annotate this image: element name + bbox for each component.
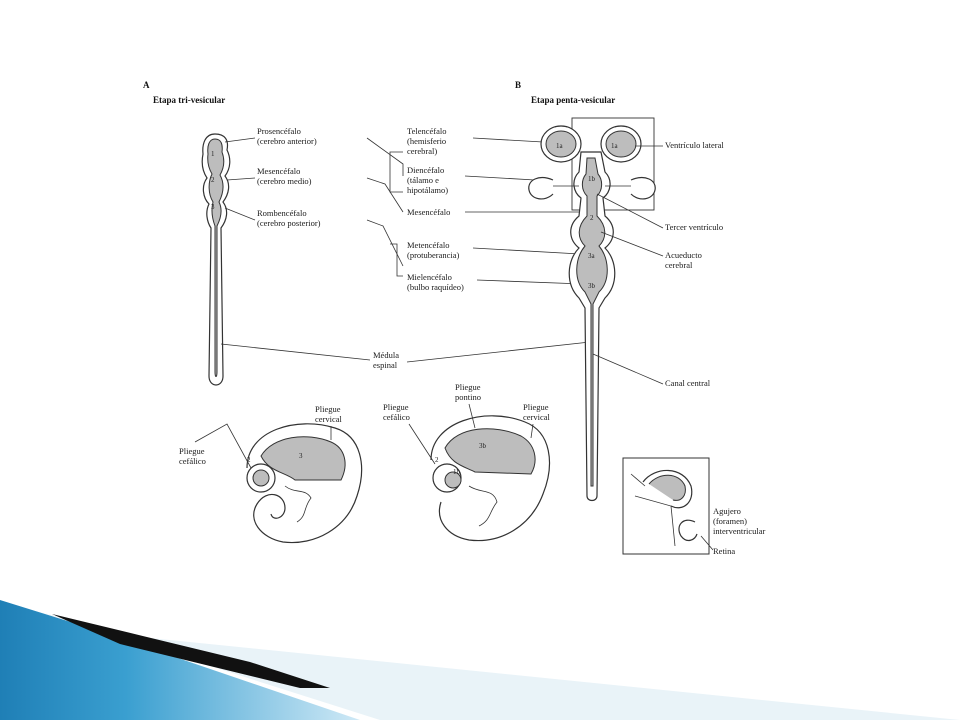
label-pliegue-cervical-a-2: cervical bbox=[315, 414, 342, 424]
label-telencefalo-2: (hemisferio bbox=[407, 136, 447, 146]
label-prosencefalo-sub: (cerebro anterior) bbox=[257, 136, 317, 146]
label-rombencefalo: Rombencéfalo bbox=[257, 208, 307, 218]
panel-a-letter: A bbox=[143, 80, 150, 90]
num-2-right: 2 bbox=[435, 456, 439, 464]
panel-b-letter: B bbox=[515, 80, 522, 90]
label-acueducto-2: cerebral bbox=[665, 260, 693, 270]
label-metencefalo-2: (protuberancia) bbox=[407, 250, 460, 260]
num-2-a: 2 bbox=[211, 176, 215, 184]
label-medula: Médula bbox=[373, 350, 399, 360]
label-pliegue-cervical-b-2: cervical bbox=[523, 412, 550, 422]
panel-b-title: Etapa penta-vesicular bbox=[531, 95, 616, 105]
num-2-b: 2 bbox=[590, 214, 594, 222]
embryo-left bbox=[247, 424, 362, 543]
label-agujero-2: (foramen) bbox=[713, 516, 747, 526]
num-3b: 3b bbox=[588, 282, 595, 290]
label-mesencefalo-a-sub: (cerebro medio) bbox=[257, 176, 312, 186]
diagram-svg bbox=[135, 76, 810, 563]
num-3-a: 3 bbox=[211, 203, 215, 211]
label-diencefalo-3: hipotálamo) bbox=[407, 185, 449, 195]
label-pliegue-pontino: Pliegue bbox=[455, 382, 481, 392]
foramen-inset bbox=[623, 458, 709, 554]
label-pliegue-cefalico-b-2: cefálico bbox=[383, 412, 410, 422]
pentavesicular-tube bbox=[529, 126, 655, 501]
num-1b: 1b bbox=[588, 175, 595, 183]
label-mesencefalo-mid: Mesencéfalo bbox=[407, 207, 451, 217]
label-mesencefalo-a: Mesencéfalo bbox=[257, 166, 301, 176]
label-pliegue-cefalico-a-2: cefálico bbox=[179, 456, 206, 466]
num-3-left: 3 bbox=[299, 452, 303, 460]
label-acueducto: Acueducto bbox=[665, 250, 702, 260]
label-prosencefalo: Prosencéfalo bbox=[257, 126, 301, 136]
label-pliegue-cefalico-a: Pliegue bbox=[179, 446, 205, 456]
label-diencefalo: Diencéfalo bbox=[407, 165, 445, 175]
slide-footer-band bbox=[0, 600, 960, 720]
num-1-a: 1 bbox=[211, 150, 215, 158]
num-1a: 1a bbox=[556, 142, 563, 150]
label-medula-2: espinal bbox=[373, 360, 398, 370]
num-1b-right: 1b bbox=[453, 468, 460, 476]
embryo-brain-diagram bbox=[135, 76, 810, 563]
label-tercer-ventriculo: Tercer ventrículo bbox=[665, 222, 724, 232]
label-pliegue-cervical-a: Pliegue bbox=[315, 404, 341, 414]
num-1a-right: 1a bbox=[611, 142, 618, 150]
num-3b-right: 3b bbox=[479, 442, 486, 450]
label-canal-central: Canal central bbox=[665, 378, 711, 388]
panel-a-title: Etapa tri-vesicular bbox=[153, 95, 226, 105]
label-diencefalo-2: (tálamo e bbox=[407, 175, 439, 185]
label-retina: Retina bbox=[713, 546, 736, 556]
label-mielencefalo: Mielencéfalo bbox=[407, 272, 452, 282]
label-pliegue-pontino-2: pontino bbox=[455, 392, 481, 402]
label-telencefalo: Telencéfalo bbox=[407, 126, 447, 136]
label-metencefalo: Metencéfalo bbox=[407, 240, 450, 250]
label-agujero: Agujero bbox=[713, 506, 741, 516]
label-mielencefalo-2: (bulbo raquídeo) bbox=[407, 282, 464, 292]
label-ventriculo-lateral: Ventrículo lateral bbox=[665, 140, 724, 150]
label-pliegue-cefalico-b: Pliegue bbox=[383, 402, 409, 412]
trivesicular-tube bbox=[202, 134, 230, 385]
num-2-left: 2 bbox=[247, 456, 251, 464]
label-telencefalo-3: cerebral) bbox=[407, 146, 438, 156]
label-rombencefalo-sub: (cerebro posterior) bbox=[257, 218, 321, 228]
num-3a: 3a bbox=[588, 252, 595, 260]
label-agujero-3: interventricular bbox=[713, 526, 766, 536]
label-pliegue-cervical-b: Pliegue bbox=[523, 402, 549, 412]
